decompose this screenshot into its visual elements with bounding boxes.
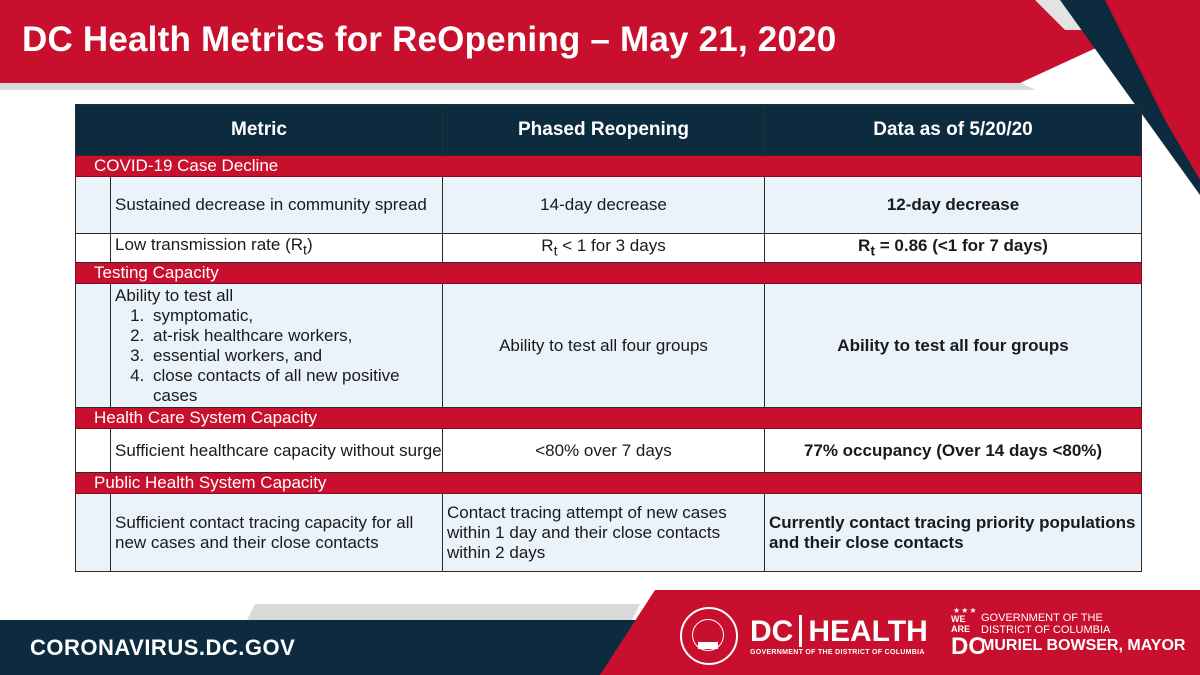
phased-subscript: t [553, 243, 558, 260]
phased-cell: <80% over 7 days [443, 429, 765, 473]
gov-line-1: GOVERNMENT OF THE [981, 612, 1103, 624]
list-item: 2. at-risk healthcare workers, [149, 326, 442, 346]
phased-text: R [541, 236, 554, 256]
phased-text-suffix: < 1 for 3 days [557, 236, 666, 256]
dc-health-logo [750, 615, 928, 649]
page-title: DC Health Metrics for ReOpening – May 21, 2020 [22, 20, 837, 59]
metric-text: Low transmission rate (R [115, 235, 304, 255]
metric-cell [111, 234, 443, 263]
seal-inner-ring [692, 619, 724, 651]
phased-cell: 14-day decrease [443, 177, 765, 234]
gov-line-2: DISTRICT OF COLUMBIA [981, 624, 1111, 636]
section-title: COVID-19 Case Decline [76, 156, 1142, 177]
metric-text-suffix: ) [306, 235, 313, 255]
list-item: 3. essential workers, and [149, 346, 442, 366]
data-text: R [858, 236, 871, 256]
header-metric: Metric [76, 105, 443, 156]
data-cell [765, 234, 1142, 263]
metric-subscript: t [303, 242, 307, 259]
logo-divider [799, 615, 802, 647]
section-row [76, 156, 1142, 177]
header-phased: Phased Reopening [443, 105, 765, 156]
stars-icon: ★★★ [953, 606, 978, 615]
section-row [76, 263, 1142, 284]
table-row [76, 284, 1142, 408]
metric-cell: Sufficient contact tracing capacity for all new cases and their close contacts [111, 494, 443, 572]
header-data: Data as of 5/20/20 [765, 105, 1142, 156]
table-row [76, 177, 1142, 234]
table-header-row [76, 105, 1142, 156]
section-row [76, 408, 1142, 429]
indent-cell [76, 494, 111, 572]
logo-dc: DC [750, 615, 794, 648]
data-cell: Ability to test all four groups [765, 284, 1142, 408]
data-cell: 12-day decrease [765, 177, 1142, 234]
dc-health-subtitle: GOVERNMENT OF THE DISTRICT OF COLUMBIA [750, 649, 925, 656]
website-url[interactable]: CORONAVIRUS.DC.GOV [30, 635, 296, 660]
data-cell: Currently contact tracing priority populations and their close contacts [765, 494, 1142, 572]
indent-cell [76, 234, 111, 263]
seal-banner [698, 642, 718, 649]
section-row [76, 473, 1142, 494]
indent-cell [76, 429, 111, 473]
phased-cell [443, 234, 765, 263]
table-row [76, 234, 1142, 263]
metric-list [115, 306, 442, 406]
list-item: 1. symptomatic, [149, 306, 442, 326]
section-title: Public Health System Capacity [76, 473, 1142, 494]
dc-seal-icon [680, 607, 738, 665]
table-row [76, 494, 1142, 572]
logo-health: HEALTH [808, 615, 928, 648]
indent-cell [76, 284, 111, 408]
metrics-table [75, 104, 1142, 572]
section-title: Testing Capacity [76, 263, 1142, 284]
phased-cell: Contact tracing attempt of new cases within 1 day and their close contacts within 2 days [443, 494, 765, 572]
gov-dc-logo: DC [951, 633, 986, 660]
metric-cell: Sufficient healthcare capacity without surge [111, 429, 443, 473]
data-subscript: t [870, 243, 876, 260]
list-item: 4. close contacts of all new positive cases [149, 366, 442, 406]
table-row [76, 429, 1142, 473]
mayor-name: MURIEL BOWSER, MAYOR [981, 637, 1186, 654]
metric-cell: Sustained decrease in community spread [111, 177, 443, 234]
metric-cell [111, 284, 443, 408]
data-cell: 77% occupancy (Over 14 days <80%) [765, 429, 1142, 473]
section-title: Health Care System Capacity [76, 408, 1142, 429]
data-text-suffix: = 0.86 (<1 for 7 days) [875, 236, 1048, 256]
metric-intro: Ability to test all [115, 285, 234, 305]
we-are-label: WE ARE [951, 614, 971, 634]
indent-cell [76, 177, 111, 234]
phased-cell: Ability to test all four groups [443, 284, 765, 408]
